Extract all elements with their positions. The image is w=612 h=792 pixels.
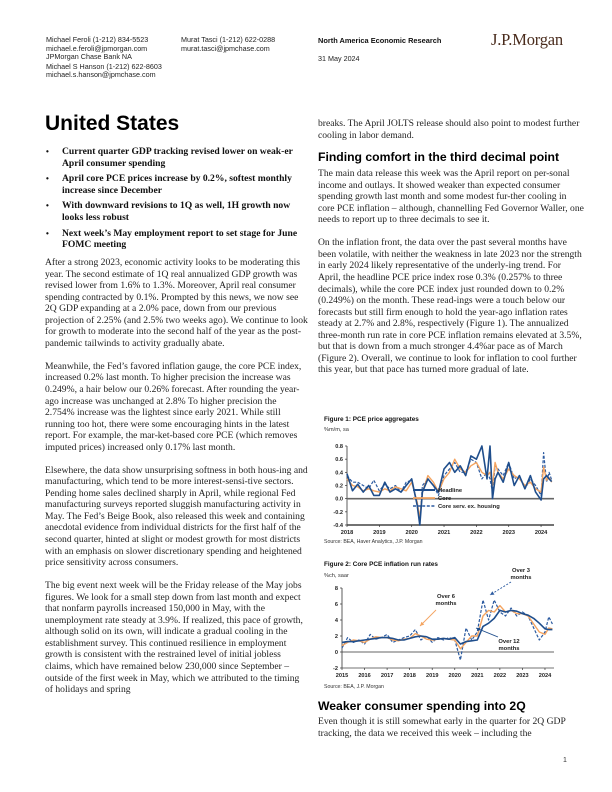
- x-tick-label: 2023: [516, 673, 529, 679]
- author-contacts-col1: [46, 36, 162, 80]
- series-over-3-months: [342, 600, 552, 660]
- right-column-top: [318, 118, 584, 376]
- author-feroli-entity: JPMorgan Chase Bank NA: [46, 52, 132, 62]
- x-tick-label: 2023: [502, 530, 515, 536]
- figure-2-source: Source: BEA, J.P. Morgan: [324, 684, 384, 690]
- publication-date: 31 May 2024: [318, 54, 360, 63]
- series-over-12-months: [342, 610, 552, 644]
- author-feroli-phone: Michael Feroli (1-212) 834-5523: [46, 35, 149, 44]
- x-tick-label: 2019: [373, 530, 386, 536]
- figure-1-unit: %m/m, sa: [324, 427, 349, 433]
- y-tick-label: 0.8: [335, 444, 343, 450]
- x-tick-label: 2024: [538, 673, 552, 679]
- x-tick-label: 2018: [340, 530, 354, 536]
- x-tick-label: 2017: [380, 673, 394, 679]
- annotation-label: months: [435, 601, 457, 607]
- paragraph-core-pce: Meanwhile, the Fed’s favored inflation gauge, the core PCE index, increased 0.2% last month. To higher precision the increase was 0.249%, a hair below our 0.26% forecast. After rounding the year-ago increase was unchanged at 2.8% To higher precision the 2.754% increase was the lightest since early 2021. While still running too hot, there were some encouraging hints in the latest report. For example, the mar-ket-based core PCE (which removes imputed prices) increased only 0.17% last month.: [45, 360, 302, 453]
- y-tick-label: 4: [334, 618, 338, 624]
- key-point: • April core PCE prices increase by 0.2%, softest monthly increase since December: [46, 173, 304, 196]
- y-tick-label: 0.4: [335, 470, 343, 477]
- author-hanson-email[interactable]: michael.s.hanson@jpmchase.com: [46, 70, 156, 80]
- annotation-label: months: [510, 575, 532, 581]
- author-tasci-phone: Murat Tasci (1-212) 622-0288: [181, 35, 276, 44]
- x-tick-label: 2018: [403, 673, 416, 679]
- annotation-label: Over 6: [436, 594, 456, 600]
- figure-1-source: Source: BEA, Haver Analytics, J.P. Morgan: [324, 539, 423, 545]
- paragraph-jolts-continuation: breaks. The April JOLTS release should also point to modest further cooling in labor demand.: [318, 118, 580, 141]
- author-tasci-email[interactable]: murat.tasci@jpmchase.com: [181, 43, 270, 53]
- author-contacts-col2: [181, 36, 275, 53]
- publication-title: North America Economic Research: [318, 36, 442, 45]
- section-heading-consumer-spending: Weaker consumer spending into 2Q: [318, 699, 526, 713]
- y-tick-label: 2: [334, 634, 338, 640]
- paragraph-jobs-report: The big event next week will be the Friday release of the May jobs figures. We look for a small step down from last month and expect that nonfarm payrolls increased 150,000 in May, with the unemployment rate steady at 3.9%. If realized, this pace of growth, although solid on its own, will indicate a gradual cooling in the establishment survey. This continued resilience in employment growth is consistent with the restrained level of initial jobless claims, which have remained below 230,000 since September – outside of the first week in May, which we attributed to the timing of holidays and spring: [45, 580, 303, 696]
- x-tick-label: 2016: [358, 673, 371, 679]
- x-tick-label: 2015: [335, 673, 349, 679]
- legend-label: Headline: [438, 488, 463, 495]
- paragraph-inflation-front: On the inflation front, the data over the past several months have been volatile, with neither the weakness in late 2023 nor the strength in early 2024 likely representative of the underly-ing trend. For April, the headline PCE price index rose 0.3% (0.257% to three decimals), while the core PCE index just rounded down to 0.2% (0.249%) on the month. These read-ings were a touch below our forecasts but still firm enough to hold the year-ago inflation rates steady at 2.7% and 2.8%, respectively (Figure 1). The annualized three-month run rate in core PCE inflation remains elevated at 3.5%, but that is down from a much stronger 4.4%ar pace as of March (Figure 2). Overall, we continue to look for inflation to cool further this year, but that pace has turned more gradual of late.: [318, 237, 582, 376]
- x-tick-label: 2021: [471, 673, 484, 679]
- figure-1-chart: [318, 436, 568, 540]
- y-tick-label: -0.2: [333, 509, 343, 516]
- legend-label: Core serv. ex. housing: [438, 504, 500, 511]
- y-tick-label: -0.4: [333, 523, 343, 529]
- key-point: • Current quarter GDP tracking revised lower on weak-er April consumer spending: [46, 146, 304, 169]
- y-tick-label: 6: [334, 602, 338, 608]
- x-tick-label: 2021: [437, 530, 451, 536]
- y-tick-label: 0.6: [335, 457, 343, 464]
- figure-1-title: Figure 1: PCE price aggregates: [324, 416, 419, 423]
- x-tick-label: 2019: [425, 673, 439, 679]
- key-points-list: [46, 146, 304, 255]
- left-column-body: [45, 257, 308, 696]
- x-tick-label: 2020: [448, 673, 461, 679]
- x-tick-label: 2022: [493, 673, 507, 679]
- paragraph-consumer-spending: Even though it is still somewhat early in the quarter for 2Q GDP tracking, the data we received this week – including the: [318, 716, 566, 739]
- y-tick-label: 0.2: [335, 483, 343, 490]
- figure-2-unit: %ch, saar: [324, 573, 349, 579]
- annotation-label: Over 12: [498, 639, 520, 645]
- jpmorgan-logo: J.P.Morgan: [491, 30, 563, 49]
- y-tick-label: 0: [334, 650, 338, 656]
- annotation-label: months: [498, 646, 520, 652]
- paragraph-housing-manufacturing: Elsewhere, the data show unsurprising softness in both hous-ing and manufacturing, which tend to be more interest-sensi-tive sectors. Pending home sales declined sharply in April, while regional Fed manufacturing surveys reported sluggish manufacturing activity in May. The Fed’s Beige Book, also released this week and containing anecdotal evidence from individual districts for the first half of the second quarter, hinted at slight or modest growth for most districts with an emphasis on slower discretionary spending and heightened price sensitivity across consumers.: [45, 464, 308, 569]
- author-feroli-email[interactable]: michael.e.feroli@jpmorgan.com: [46, 43, 148, 53]
- y-tick-label: -2: [333, 666, 338, 672]
- annotation-label: Over 3: [511, 568, 531, 574]
- legend-label: Core: [438, 496, 452, 503]
- x-tick-label: 2024: [534, 530, 548, 536]
- figure-2-chart: [318, 560, 568, 686]
- y-tick-label: 8: [334, 586, 338, 592]
- figure-2-title: Figure 2: Core PCE inflation run rates: [324, 561, 438, 568]
- author-hanson-phone: Michael S Hanson (1-212) 622-8603: [46, 61, 162, 71]
- paragraph-gdp-outlook: After a strong 2023, economic activity looks to be moderating this year. The second estimate of 1Q real annualized GDP growth was revised lower from 1.6% to 1.3%. Moreover, April real consumer spending contracted by 0.1%. Prompted by this news, we now see 2Q GDP expanding at a 2.0% pace, down from our previous projection of 2.25% (and 2.5% two weeks ago). We continue to look for growth to moderate into the second half of the year as the post-pandemic tailwinds to activity gradually abate.: [45, 257, 308, 349]
- section-heading-third-decimal: Finding comfort in the third decimal point: [318, 150, 560, 165]
- annotation-arrow-head: [490, 591, 494, 595]
- y-tick-label: 0.0: [335, 496, 343, 503]
- paragraph-personal-income: The main data release this week was the April report on per-sonal income and outlays. It showed weaker than expected consumer spending growth last month and some modest fur-ther cooling in core PCE inflation – although, channelling Fed Governor Waller, one needs to report up to three decimals to see it.: [318, 168, 584, 226]
- series-headline: [347, 446, 552, 525]
- key-point: • With downward revisions to 1Q as well, 1H growth now looks less robust: [46, 200, 304, 223]
- page-number: 1: [563, 757, 567, 764]
- key-point: • Next week’s May employment report to set stage for June FOMC meeting: [46, 228, 304, 251]
- page-title: United States: [45, 112, 180, 135]
- x-tick-label: 2020: [405, 530, 418, 536]
- x-tick-label: 2022: [470, 530, 483, 536]
